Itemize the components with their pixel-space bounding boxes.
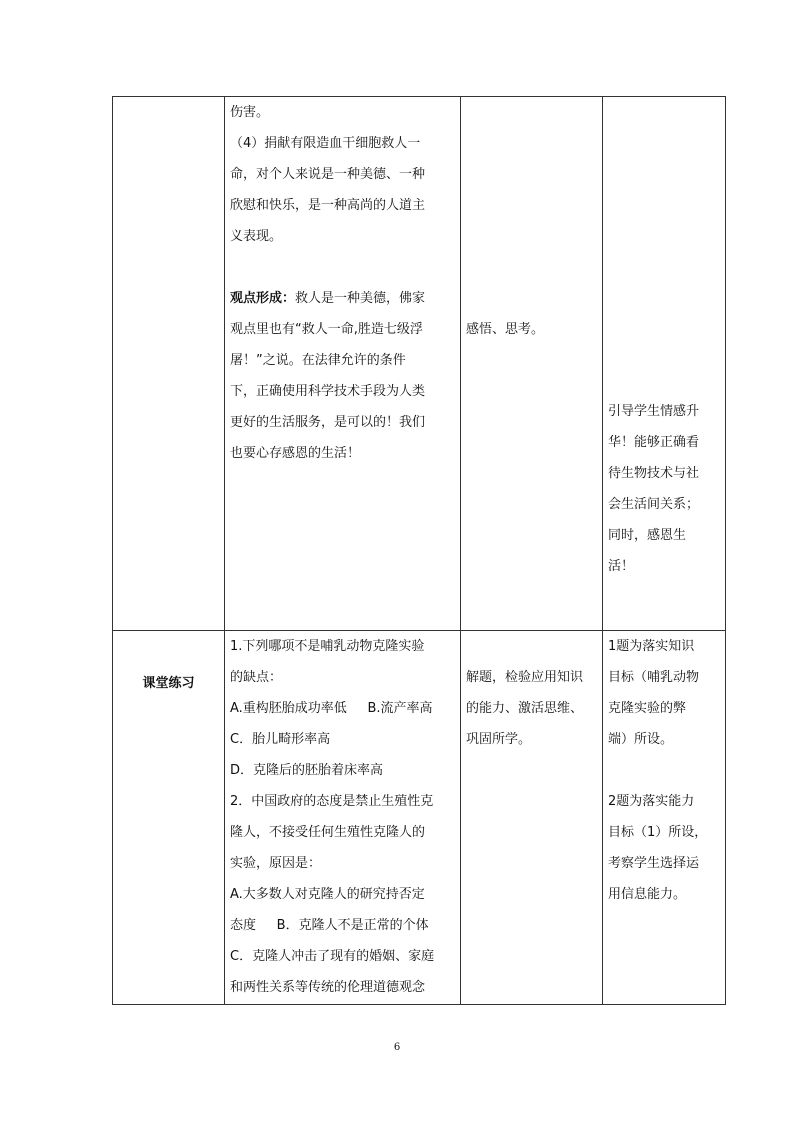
spacer	[466, 283, 597, 314]
content-line: 下，正确使用科学技术手段为人类	[230, 384, 426, 399]
design-intent-line: 同时，感恩生	[608, 528, 687, 543]
table-row	[113, 97, 726, 631]
exercise-line: 的缺点：	[230, 670, 283, 685]
spacer	[608, 190, 720, 221]
spacer	[466, 221, 597, 252]
spacer	[466, 190, 597, 221]
spacer	[466, 97, 597, 128]
table-row	[113, 631, 726, 1005]
spacer	[608, 97, 720, 128]
design-intent-line: 目标（1）所设，	[608, 825, 708, 840]
spacer	[466, 128, 597, 159]
spacer	[608, 283, 720, 314]
spacer	[230, 252, 455, 283]
content-line: 更好的生活服务，是可以的！我们	[230, 415, 426, 430]
content-line: 命，对个人来说是一种美德、一种	[230, 167, 426, 182]
spacer	[608, 252, 720, 283]
exercise-line: 1.下列哪项不是哺乳动物克隆实验	[230, 639, 425, 654]
page-number: 6	[393, 1042, 401, 1053]
exercise-line: A.重构胚胎成功率低 B.流产率高	[230, 701, 433, 716]
spacer	[608, 755, 720, 786]
design-intent-line: 引导学生情感升	[608, 404, 700, 419]
content-line	[230, 283, 455, 314]
viewpoint-label: 观点形成：	[230, 291, 296, 306]
design-intent-line: 克隆实验的弊	[608, 701, 687, 716]
spacer	[466, 631, 597, 662]
teaching-content-cell	[225, 631, 461, 1005]
design-intent-cell	[603, 97, 726, 631]
exercise-line: C．胎儿畸形率高	[230, 732, 331, 747]
design-intent-line: 1题为落实知识	[608, 639, 695, 654]
design-intent-line: 待生物技术与社	[608, 466, 700, 481]
exercise-line: 态度 B．克隆人不是正常的个体	[230, 918, 429, 933]
spacer	[608, 376, 720, 396]
student-activity-cell	[461, 631, 603, 1005]
design-intent-line: 目标（哺乳动物	[608, 670, 700, 685]
exercise-line: C．克隆人冲击了现有的婚姻、家庭	[230, 949, 435, 964]
spacer	[608, 314, 720, 345]
section-label: 课堂练习	[142, 676, 195, 691]
content-line: 屠！”之说。在法律允许的条件	[230, 353, 406, 368]
exercise-line: 实验，原因是：	[230, 856, 322, 871]
section-cell-empty	[113, 97, 225, 631]
student-activity-text: 感悟、思考。	[466, 322, 545, 337]
content-line: 观点里也有“救人一命,胜造七级浮	[230, 322, 423, 337]
design-intent-line: 考察学生选择运	[608, 856, 700, 871]
content-line: 伤害。	[230, 105, 270, 120]
section-label-cell	[113, 631, 225, 1005]
design-intent-line: 用信息能力。	[608, 887, 687, 902]
design-intent-line: 端）所设。	[608, 732, 674, 747]
teaching-content-cell	[225, 97, 461, 631]
design-intent-cell	[603, 631, 726, 1005]
exercise-line: 2．中国政府的态度是禁止生殖性克	[230, 794, 434, 809]
student-activity-line: 巩固所学。	[466, 732, 532, 747]
lesson-plan-table	[112, 96, 726, 1005]
exercise-line: 隆人，不接受任何生殖性克隆人的	[230, 825, 426, 840]
student-activity-line: 解题，检验应用知识	[466, 670, 584, 685]
spacer	[466, 252, 597, 283]
content-line: 也要心存感恩的生活！	[230, 446, 361, 461]
spacer	[608, 128, 720, 159]
viewpoint-text: 救人是一种美德，佛家	[295, 291, 426, 306]
design-intent-line: 2题为落实能力	[608, 794, 695, 809]
spacer	[608, 221, 720, 252]
spacer	[466, 159, 597, 190]
design-intent-line: 华！能够正确看	[608, 435, 700, 450]
student-activity-cell	[461, 97, 603, 631]
exercise-line: D．克隆后的胚胎着床率高	[230, 763, 384, 778]
exercise-line: A.大多数人对克隆人的研究持否定	[230, 887, 425, 902]
student-activity-line: 的能力、激活思维、	[466, 701, 584, 716]
spacer	[608, 159, 720, 190]
content-line: 欣慰和快乐，是一种高尚的人道主	[230, 198, 426, 213]
design-intent-line: 活！	[608, 559, 635, 574]
exercise-line: 和两性关系等传统的伦理道德观念	[230, 980, 426, 995]
content-line: （4）捐献有限造血干细胞救人一	[230, 136, 421, 151]
spacer	[608, 345, 720, 376]
design-intent-line: 会生活间关系；	[608, 497, 700, 512]
content-line: 义表现。	[230, 229, 283, 244]
